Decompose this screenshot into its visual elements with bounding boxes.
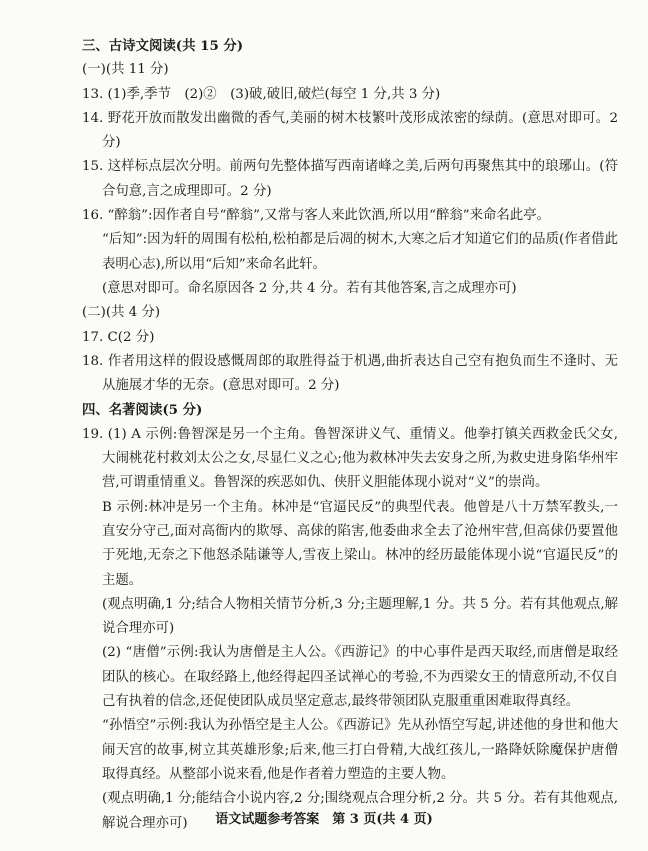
answer-13: 13. (1)季,季节 (2)② (3)破,破旧,破烂(每空 1 分,共 3 分) xyxy=(82,86,441,102)
answer-19-2-sunwukong: “孙悟空”示例:我认为孙悟空是主人公。《西游记》先从孙悟空写起,讲述他的身世和他大闹天宫的故事,树立其英雄形象;后来,他三打白骨精,大战红孩儿,一路降妖除魔保护唐僧取得真经。从整部小说来看,他是作者着力塑造的主要人物。 xyxy=(102,718,618,782)
answer-19-1-b: B 示例:林冲是另一个主角。林冲是“官逼民反”的典型代表。他曾是八十万禁军教头,一直安分守己,面对高衙内的欺辱、高俅的陷害,他委曲求全去了沧州牢营,但高俅仍要置他于死地,无奈之下他怒杀陆谦等人,雪夜上梁山。林冲的经历最能体现小说“官逼民反”的主题。 xyxy=(102,499,618,588)
answer-19-2-scoring: (观点明确,1 分;能结合小说内容,2 分;围绕观点合理分析,2 分。共 5 分。若有其他观点,解说合理亦可) xyxy=(102,791,618,831)
answer-19-2-tangseng: (2) “唐僧”示例:我认为唐僧是主人公。《西游记》的中心事件是西天取经,而唐僧是取经团队的核心。在取经路上,他经得起四圣试禅心的考验,不为西梁女王的情意所动,不仅自己有执着的信念,还促使团队成员坚定意志,最终带领团队克服重重困难取得真经。 xyxy=(102,645,618,710)
answer-14: 14. 野花开放而散发出幽微的香气,美丽的树木枝繁叶茂形成浓密的绿荫。(意思对即可。2 分) xyxy=(82,110,618,151)
section-4-title: 四、名著阅读(5 分) xyxy=(82,402,203,419)
section-3-part-1: (一)(共 11 分) xyxy=(82,62,169,78)
answer-19-1-a: 19. (1) A 示例:鲁智深是另一个主角。鲁智深讲义气、重情义。他拳打镇关西救金氏父女,大闹桃花村救刘太公之女,尽显仁义之心;他为救林冲失去安身之所,为救史进身陷华州牢营,可谓重情重义。鲁智深的疾恶如仇、侠肝义胆能体现小说对“义”的崇尚。 xyxy=(82,426,618,491)
answer-content xyxy=(82,34,618,836)
answer-16-c: (意思对即可。命名原因各 2 分,共 4 分。若有其他答案,言之成理亦可) xyxy=(102,280,517,296)
answer-18: 18. 作者用这样的假设感慨周郎的取胜得益于机遇,曲折表达自己空有抱负而生不逢时、无从施展才华的无奈。(意思对即可。2 分) xyxy=(82,353,618,394)
answer-17: 17. C(2 分) xyxy=(82,329,155,345)
page-footer: 语文试题参考答案 第 3 页(共 4 页) xyxy=(215,812,433,827)
section-3-title: 三、古诗文阅读(共 15 分) xyxy=(82,38,244,54)
answer-19-1-scoring: (观点明确,1 分;结合人物相关情节分析,3 分;主题理解,1 分。共 5 分。若有其他观点,解说合理亦可) xyxy=(102,596,618,637)
answer-15: 15. 这样标点层次分明。前两句先整体描写西南诸峰之美,后两句再聚焦其中的琅琊山。(符合句意,言之成理即可。2 分) xyxy=(82,159,618,199)
answer-16-b: “后知”:因为轩的周围有松柏,松柏都是后凋的树木,大寒之后才知道它们的品质(作者借此表明心志),所以用“后知”来命名此轩。 xyxy=(102,232,618,272)
answer-16-a: 16. “醉翁”:因作者自号“醉翁”,又常与客人来此饮酒,所以用“醉翁”来命名此亭。 xyxy=(82,208,550,224)
section-3-part-2: (二)(共 4 分) xyxy=(82,305,161,321)
